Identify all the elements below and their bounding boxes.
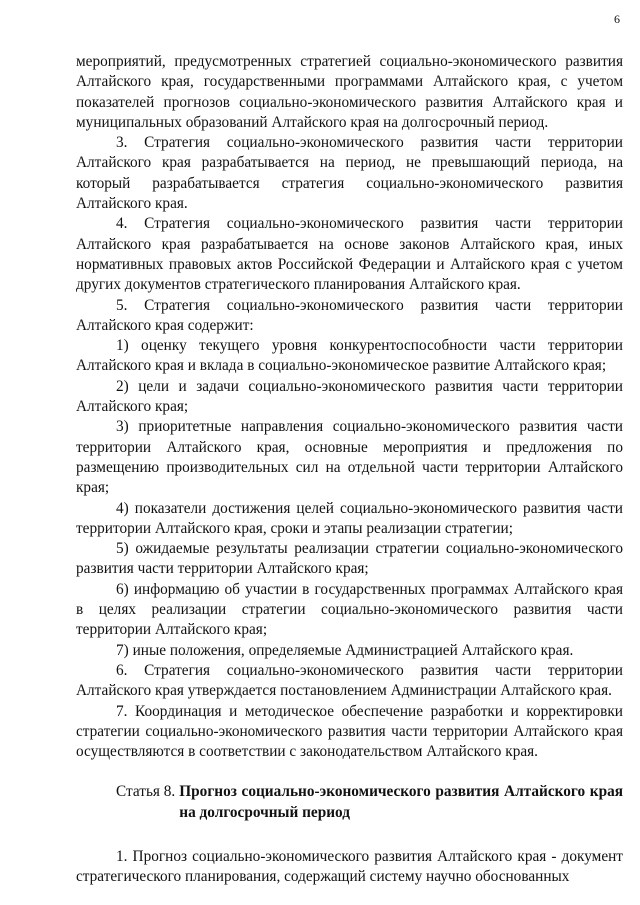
paragraph: 3. Стратегия социально-экономического развития части территории Алтайского края разрабатывается на период, не превышающий периода, на который разрабатывается стратегия социально-экономического развития Алтайского края.: [76, 134, 623, 213]
paragraph: 5. Стратегия социально-экономического развития части территории Алтайского края содержит:: [76, 296, 623, 334]
list-item: 5) ожидаемые результаты реализации стратегии социально-экономического развития части территории Алтайского края;: [76, 540, 623, 578]
document-body: [76, 52, 623, 888]
list-item: 3) приоритетные направления социально-экономического развития части территории Алтайского края, основные мероприятия и предложения по размещению производительных сил на отдельной части территории Алтайского края;: [76, 418, 623, 497]
list-item: 2) цели и задачи социально-экономического развития части территории Алтайского края;: [76, 377, 623, 416]
article-label: Статья 8.: [116, 783, 176, 801]
article-heading: [76, 782, 623, 823]
paragraph: 4. Стратегия социально-экономического развития части территории Алтайского края разрабатывается на основе законов Алтайского края, иных нормативных правовых актов Российской Федерации и Алтайского края с учетом других документов стратегического планирования Алтайского края.: [76, 215, 623, 294]
paragraph: 7. Координация и методическое обеспечение разработки и корректировки стратегии социально-экономического развития части территории Алтайского края осуществляются в соответствии с законодательством Алтайского края.: [76, 702, 623, 761]
paragraph: 1. Прогноз социально-экономического развития Алтайского края - документ стратегического планирования, содержащий систему научно обоснованных: [76, 847, 623, 886]
paragraph: мероприятий, предусмотренных стратегией социально-экономического развития Алтайского края, государственными программами Алтайского края, с учетом показателей прогнозов социально-экономического развития Алтайского края и муниципальных образований Алтайского края на долгосрочный период.: [76, 53, 623, 131]
page-number: 6: [614, 12, 620, 26]
list-item: 1) оценку текущего уровня конкурентоспособности части территории Алтайского края и вклада в социально-экономическое развитие Алтайского края;: [76, 337, 623, 375]
list-item: 7) иные положения, определяемые Администрацией Алтайского края.: [116, 641, 574, 659]
list-item: 6) информацию об участии в государственных программах Алтайского края в целях реализации стратегии социально-экономического развития части территории Алтайского края;: [76, 580, 623, 639]
list-item: 4) показатели достижения целей социально-экономического развития части территории Алтайского края, сроки и этапы реализации стратегии;: [76, 499, 623, 537]
paragraph: 6. Стратегия социально-экономического развития части территории Алтайского края утверждается постановлением Администрации Алтайского края.: [76, 661, 623, 700]
article-title: Прогноз социально-экономического развития Алтайского края на долгосрочный период: [179, 783, 623, 821]
